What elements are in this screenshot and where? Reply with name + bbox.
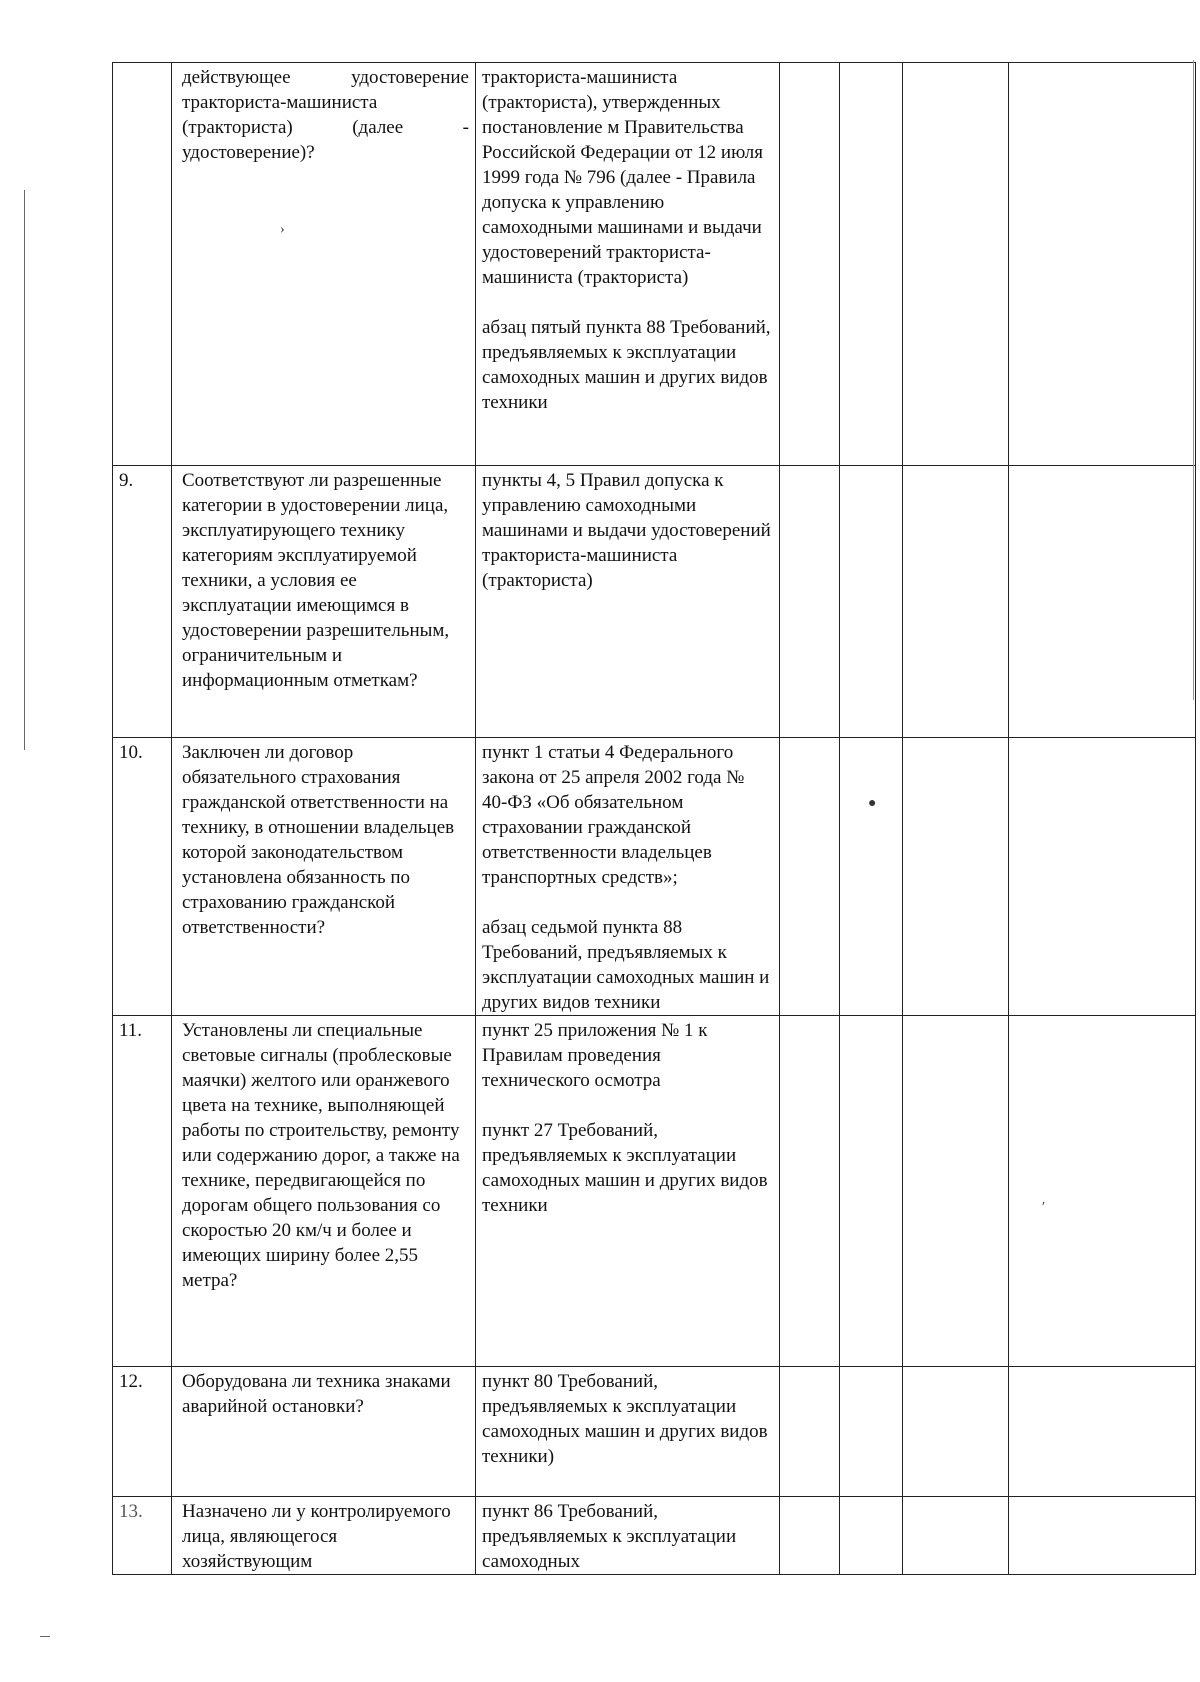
- answer-na-cell: [903, 738, 1009, 1016]
- answer-yes-cell: [780, 466, 840, 738]
- answer-na-cell: [903, 1016, 1009, 1367]
- legal-requisites-cell: пункт 1 статьи 4 Федерального закона от 25 апреля 2002 года № 40-ФЗ «Об обязательном страховании гражданской ответственности владельцев транспортных средств»; абзац седьмой пункта 88 Требований, предъявляемых к эксплуатации самоходных машин и других видов техники: [476, 738, 780, 1016]
- question-cell: Установлены ли специальные световые сигналы (проблесковые маячки) желтого или оранжевого цвета на технике, выполняющей работы по строительству, ремонту или содержанию дорог, а также на технике, передвигающейся по дорогам общего пользования со скоростью 20 км/ч и более и имеющих ширину более 2,55 метра?: [172, 1016, 476, 1367]
- legal-requisites-cell: пункт 86 Требований, предъявляемых к эксплуатации самоходных: [476, 1497, 780, 1575]
- legal-requisites-cell: пункты 4, 5 Правил допуска к управлению самоходными машинами и выдачи удостоверений тракториста-машиниста (тракториста): [476, 466, 780, 738]
- scan-speck-mark: ●: [868, 796, 877, 811]
- legal-requisites-cell: пункт 80 Требований, предъявляемых к эксплуатации самоходных машин и других видов техники): [476, 1367, 780, 1497]
- table-row: [113, 738, 1196, 1016]
- table-row: [113, 1497, 1196, 1575]
- answer-no-cell: [840, 63, 903, 466]
- legal-requisites-cell: тракториста-машиниста (тракториста), утвержденных постановление м Правительства Российской Федерации от 12 июля 1999 года № 796 (далее - Правила допуска к управлению самоходными машинами и выдачи удостоверений тракториста-машиниста (тракториста) абзац пятый пункта 88 Требований, предъявляемых к эксплуатации самоходных машин и других видов техники: [476, 63, 780, 466]
- answer-yes-cell: [780, 1497, 840, 1575]
- table-row: [113, 1367, 1196, 1497]
- answer-yes-cell: [780, 1016, 840, 1367]
- answer-no-cell: [840, 466, 903, 738]
- note-cell: [1009, 738, 1196, 1016]
- checklist-table: [112, 62, 1196, 1575]
- answer-na-cell: [903, 466, 1009, 738]
- answer-na-cell: [903, 63, 1009, 466]
- table-row: [113, 1016, 1196, 1367]
- answer-no-cell: [840, 738, 903, 1016]
- row-number: 13.: [113, 1497, 172, 1575]
- question-cell: Соответствуют ли разрешенные категории в удостоверении лица, эксплуатирующего технику категориям эксплуатируемой техники, а условия ее эксплуатации имеющимся в удостоверении разрешительным, ограничительным и информационным отметкам?: [172, 466, 476, 738]
- answer-yes-cell: [780, 1367, 840, 1497]
- scan-speck-mark: ′: [1042, 1200, 1046, 1215]
- row-number: 11.: [113, 1016, 172, 1367]
- answer-na-cell: [903, 1497, 1009, 1575]
- scan-speck-mark: ›: [280, 222, 285, 237]
- scan-edge-line: [40, 1636, 50, 1637]
- answer-yes-cell: [780, 63, 840, 466]
- row-number: 12.: [113, 1367, 172, 1497]
- table-row: [113, 466, 1196, 738]
- scan-edge-line: [24, 190, 25, 750]
- scan-edge-line: [1193, 60, 1194, 700]
- question-cell: [172, 63, 476, 466]
- note-cell: [1009, 1497, 1196, 1575]
- answer-na-cell: [903, 1367, 1009, 1497]
- question-text: действующее удостоверение тракториста-машиниста (тракториста) (далее - удостоверение)?: [182, 67, 469, 163]
- legal-requisites-cell: пункт 25 приложения № 1 к Правилам проведения технического осмотра пункт 27 Требований, предъявляемых к эксплуатации самоходных машин и других видов техники: [476, 1016, 780, 1367]
- question-cell: Назначено ли у контролируемого лица, являющегося хозяйствующим: [172, 1497, 476, 1575]
- answer-no-cell: [840, 1497, 903, 1575]
- note-cell: [1009, 1367, 1196, 1497]
- row-number: [113, 63, 172, 466]
- question-cell: Заключен ли договор обязательного страхования гражданской ответственности на технику, в отношении владельцев которой законодательством установлена обязанность по страхованию гражданской ответственности?: [172, 738, 476, 1016]
- row-number: 9.: [113, 466, 172, 738]
- row-number: 10.: [113, 738, 172, 1016]
- note-cell: [1009, 63, 1196, 466]
- answer-no-cell: [840, 1367, 903, 1497]
- table-row: [113, 63, 1196, 466]
- note-cell: [1009, 1016, 1196, 1367]
- answer-yes-cell: [780, 738, 840, 1016]
- answer-no-cell: [840, 1016, 903, 1367]
- note-cell: [1009, 466, 1196, 738]
- question-cell: Оборудована ли техника знаками аварийной остановки?: [172, 1367, 476, 1497]
